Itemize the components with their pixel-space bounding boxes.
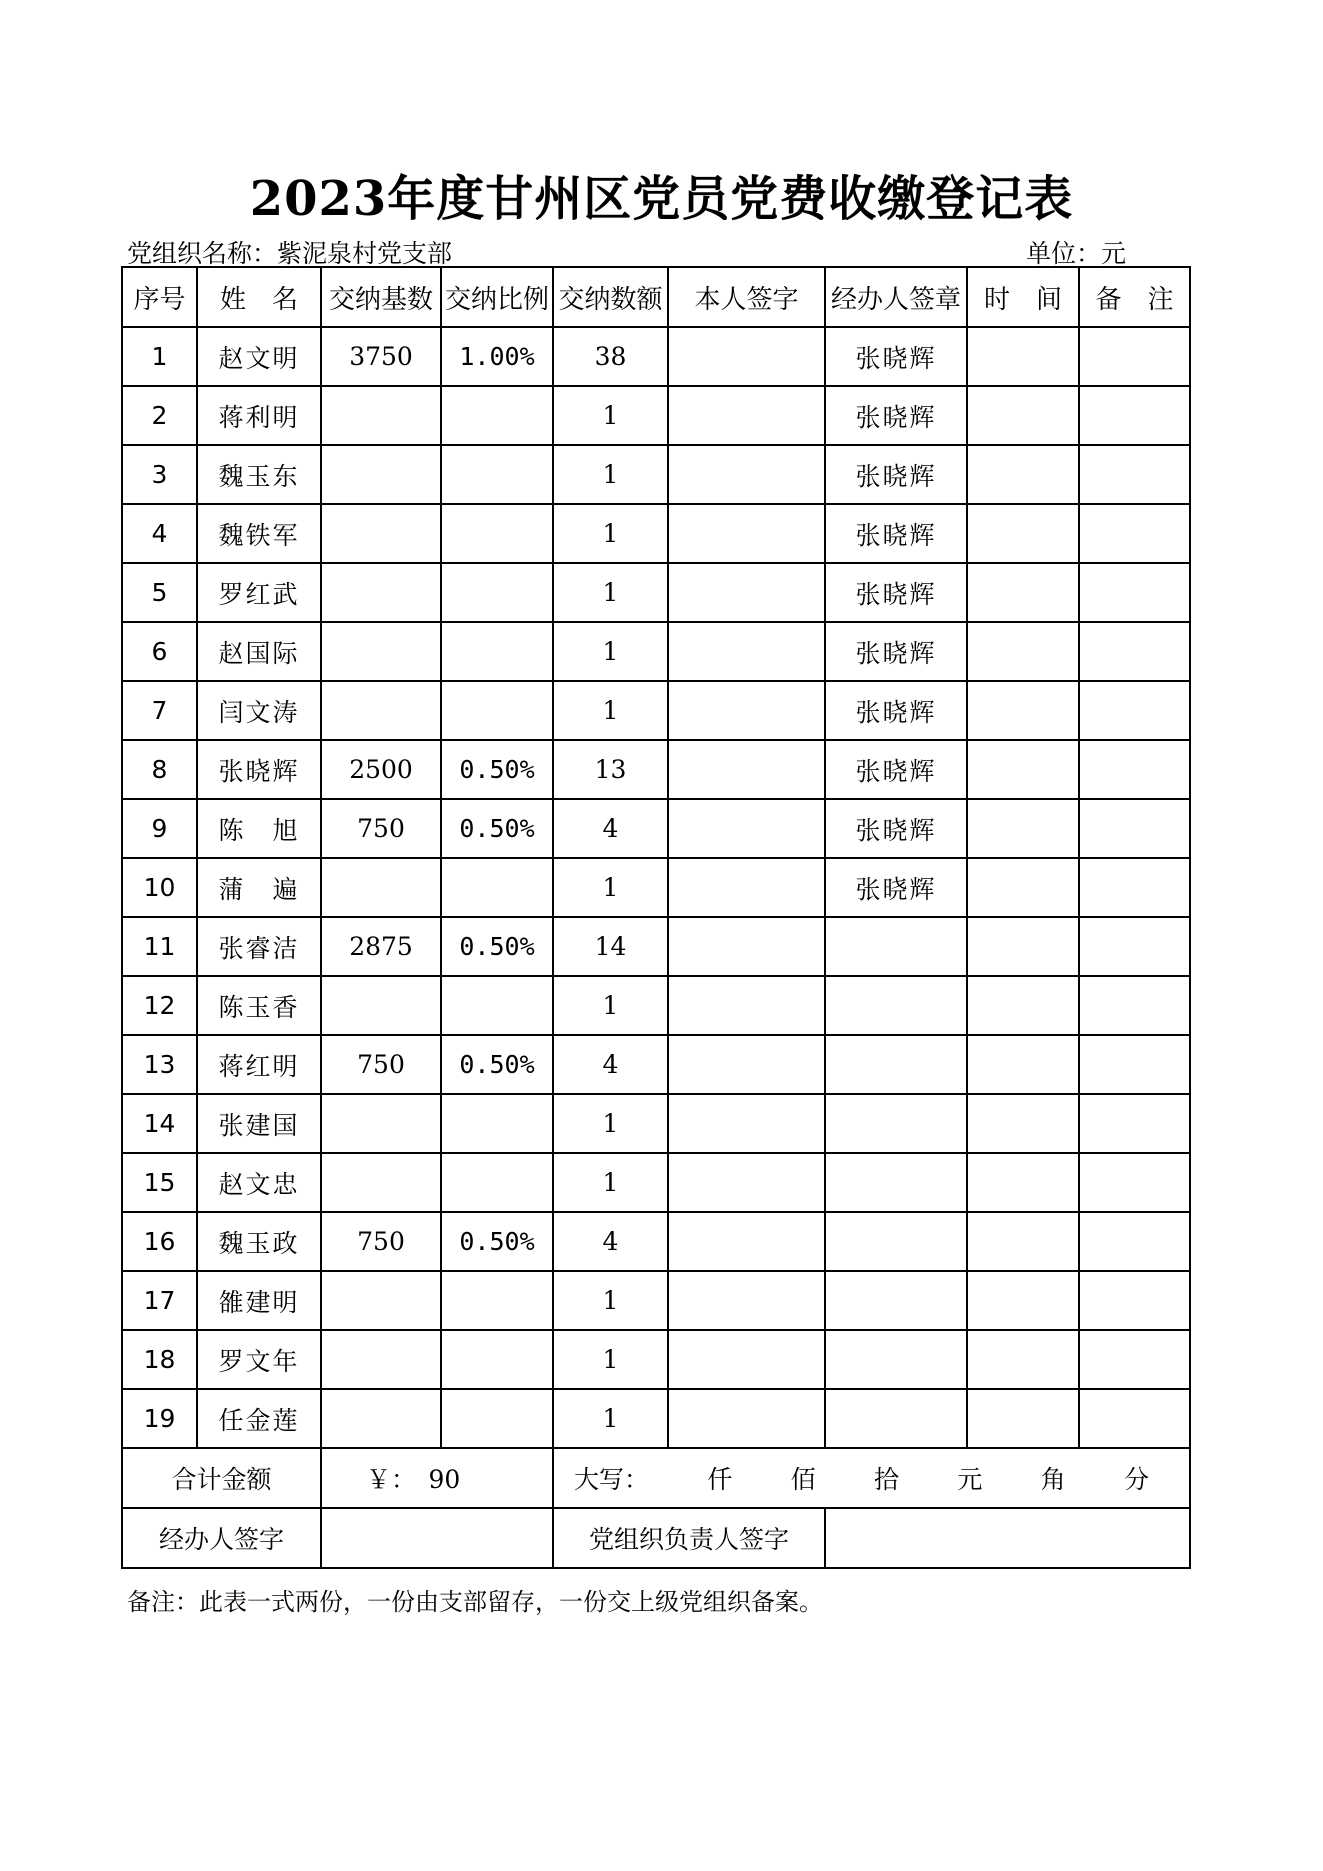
base-cell [321, 1389, 441, 1448]
amount-cell: 1 [553, 563, 668, 622]
footer-note: 备注：此表一式两份，一份由支部留存，一份交上级党组织备案。 [127, 1588, 823, 1616]
total-yen: ￥： 90 [321, 1448, 553, 1508]
handler-cell [825, 1389, 967, 1448]
seq-cell: 1 [122, 327, 197, 386]
ratio-cell [441, 1330, 553, 1389]
remark-cell[interactable] [1079, 327, 1190, 386]
table-row [122, 1271, 1190, 1330]
time-cell[interactable] [967, 681, 1079, 740]
leader-sign-field[interactable] [825, 1508, 1190, 1568]
handler-cell: 张晓辉 [825, 504, 967, 563]
seq-cell: 9 [122, 799, 197, 858]
amount-cell: 4 [553, 1212, 668, 1271]
ratio-cell [441, 1389, 553, 1448]
time-cell[interactable] [967, 1212, 1079, 1271]
table-row [122, 799, 1190, 858]
header-row [122, 267, 1190, 327]
base-cell: 2500 [321, 740, 441, 799]
self-sign-cell[interactable] [668, 858, 825, 917]
amount-cell: 1 [553, 445, 668, 504]
ratio-cell [441, 1094, 553, 1153]
handler-cell: 张晓辉 [825, 327, 967, 386]
header-name: 姓 名 [197, 267, 321, 327]
handler-sign-label: 经办人签字 [122, 1508, 321, 1568]
seq-cell: 3 [122, 445, 197, 504]
seq-cell: 10 [122, 858, 197, 917]
table-row [122, 1094, 1190, 1153]
header-self-sign: 本人签字 [668, 267, 825, 327]
handler-cell: 张晓辉 [825, 563, 967, 622]
ratio-cell [441, 445, 553, 504]
base-cell [321, 681, 441, 740]
base-cell [321, 1271, 441, 1330]
capital-unit: 分 [1123, 1465, 1149, 1494]
amount-cell: 4 [553, 799, 668, 858]
page-title: 2023年度甘州区党员党费收缴登记表 [249, 171, 1074, 227]
name-cell: 陈玉香 [197, 976, 321, 1035]
handler-cell [825, 1330, 967, 1389]
self-sign-cell[interactable] [668, 622, 825, 681]
base-cell [321, 858, 441, 917]
name-cell: 蒲 遍 [197, 858, 321, 917]
header-seq: 序号 [122, 267, 197, 327]
capital-label: 大写： [574, 1465, 650, 1494]
time-cell[interactable] [967, 1094, 1079, 1153]
table-row [122, 1330, 1190, 1389]
base-cell: 750 [321, 799, 441, 858]
name-cell: 罗红武 [197, 563, 321, 622]
self-sign-cell[interactable] [668, 445, 825, 504]
time-cell[interactable] [967, 976, 1079, 1035]
seq-cell: 7 [122, 681, 197, 740]
table-row [122, 1212, 1190, 1271]
amount-cell: 1 [553, 622, 668, 681]
capital-unit: 拾 [873, 1465, 899, 1494]
remark-cell[interactable] [1079, 1035, 1190, 1094]
ratio-cell [441, 622, 553, 681]
self-sign-cell[interactable] [668, 1330, 825, 1389]
seq-cell: 12 [122, 976, 197, 1035]
time-cell[interactable] [967, 1271, 1079, 1330]
table-row [122, 1153, 1190, 1212]
seq-cell: 4 [122, 504, 197, 563]
name-cell: 张睿洁 [197, 917, 321, 976]
seq-cell: 6 [122, 622, 197, 681]
amount-cell: 1 [553, 386, 668, 445]
name-cell: 张晓辉 [197, 740, 321, 799]
handler-cell: 张晓辉 [825, 740, 967, 799]
name-cell: 赵国际 [197, 622, 321, 681]
amount-cell: 1 [553, 504, 668, 563]
header-remark: 备 注 [1079, 267, 1190, 327]
self-sign-cell[interactable] [668, 504, 825, 563]
handler-cell [825, 1271, 967, 1330]
amount-cell: 1 [553, 858, 668, 917]
ratio-cell [441, 504, 553, 563]
name-cell: 赵文忠 [197, 1153, 321, 1212]
table-body [122, 327, 1190, 1448]
handler-cell [825, 1094, 967, 1153]
seq-cell: 19 [122, 1389, 197, 1448]
remark-cell[interactable] [1079, 858, 1190, 917]
self-sign-cell[interactable] [668, 386, 825, 445]
table-row [122, 563, 1190, 622]
capital-unit: 仟 [707, 1465, 733, 1494]
amount-cell: 1 [553, 1330, 668, 1389]
base-cell [321, 504, 441, 563]
ratio-cell: 0.50% [441, 740, 553, 799]
name-cell: 闫文涛 [197, 681, 321, 740]
ratio-cell [441, 1153, 553, 1212]
base-cell: 2875 [321, 917, 441, 976]
handler-cell [825, 1212, 967, 1271]
remark-cell[interactable] [1079, 681, 1190, 740]
header-amount: 交纳数额 [553, 267, 668, 327]
table-row [122, 917, 1190, 976]
remark-cell[interactable] [1079, 563, 1190, 622]
time-cell[interactable] [967, 1330, 1079, 1389]
self-sign-cell[interactable] [668, 681, 825, 740]
remark-cell[interactable] [1079, 1330, 1190, 1389]
name-cell: 任金莲 [197, 1389, 321, 1448]
ratio-cell [441, 563, 553, 622]
table-row [122, 504, 1190, 563]
table-row [122, 1035, 1190, 1094]
seq-cell: 11 [122, 917, 197, 976]
handler-cell: 张晓辉 [825, 858, 967, 917]
self-sign-cell[interactable] [668, 1212, 825, 1271]
base-cell [321, 622, 441, 681]
ratio-cell: 0.50% [441, 917, 553, 976]
base-cell: 750 [321, 1212, 441, 1271]
seq-cell: 2 [122, 386, 197, 445]
handler-cell: 张晓辉 [825, 622, 967, 681]
remark-cell[interactable] [1079, 740, 1190, 799]
base-cell [321, 1153, 441, 1212]
amount-cell: 1 [553, 1389, 668, 1448]
ratio-cell [441, 386, 553, 445]
header-base: 交纳基数 [321, 267, 441, 327]
self-sign-cell[interactable] [668, 1153, 825, 1212]
header-ratio: 交纳比例 [441, 267, 553, 327]
header-time: 时 间 [967, 267, 1079, 327]
name-cell: 张建国 [197, 1094, 321, 1153]
time-cell[interactable] [967, 622, 1079, 681]
table-row [122, 386, 1190, 445]
base-cell [321, 976, 441, 1035]
time-cell[interactable] [967, 917, 1079, 976]
self-sign-cell[interactable] [668, 917, 825, 976]
total-row [122, 1448, 1190, 1508]
self-sign-cell[interactable] [668, 327, 825, 386]
dues-register-table [121, 266, 1191, 1569]
table-row [122, 858, 1190, 917]
remark-cell[interactable] [1079, 445, 1190, 504]
time-cell[interactable] [967, 740, 1079, 799]
total-capital [553, 1448, 1190, 1508]
ratio-cell: 0.50% [441, 1035, 553, 1094]
time-cell[interactable] [967, 799, 1079, 858]
remark-cell[interactable] [1079, 799, 1190, 858]
header-handler-seal: 经办人签章 [825, 267, 967, 327]
signature-row [122, 1508, 1190, 1568]
name-cell: 陈 旭 [197, 799, 321, 858]
name-cell: 赵文明 [197, 327, 321, 386]
seq-cell: 18 [122, 1330, 197, 1389]
capital-unit: 佰 [790, 1465, 816, 1494]
handler-cell [825, 976, 967, 1035]
self-sign-cell[interactable] [668, 976, 825, 1035]
handler-cell: 张晓辉 [825, 386, 967, 445]
table-row [122, 445, 1190, 504]
self-sign-cell[interactable] [668, 740, 825, 799]
name-cell: 罗文年 [197, 1330, 321, 1389]
amount-cell: 38 [553, 327, 668, 386]
handler-cell: 张晓辉 [825, 799, 967, 858]
ratio-cell: 0.50% [441, 799, 553, 858]
handler-cell [825, 1153, 967, 1212]
unit-label: 单位：元 [1026, 239, 1127, 268]
org-name-label: 党组织名称：紫泥泉村党支部 [127, 239, 453, 268]
time-cell[interactable] [967, 445, 1079, 504]
ratio-cell [441, 976, 553, 1035]
table-row [122, 681, 1190, 740]
table-row [122, 327, 1190, 386]
amount-cell: 1 [553, 976, 668, 1035]
remark-cell[interactable] [1079, 1094, 1190, 1153]
base-cell [321, 445, 441, 504]
self-sign-cell[interactable] [668, 799, 825, 858]
table-row [122, 622, 1190, 681]
remark-cell[interactable] [1079, 1153, 1190, 1212]
remark-cell[interactable] [1079, 504, 1190, 563]
ratio-cell [441, 681, 553, 740]
remark-cell[interactable] [1079, 917, 1190, 976]
name-cell: 雒建明 [197, 1271, 321, 1330]
seq-cell: 16 [122, 1212, 197, 1271]
leader-sign-label: 党组织负责人签字 [553, 1508, 825, 1568]
base-cell [321, 1330, 441, 1389]
self-sign-cell[interactable] [668, 1035, 825, 1094]
handler-cell: 张晓辉 [825, 681, 967, 740]
self-sign-cell[interactable] [668, 1389, 825, 1448]
remark-cell[interactable] [1079, 1212, 1190, 1271]
time-cell[interactable] [967, 858, 1079, 917]
seq-cell: 17 [122, 1271, 197, 1330]
name-cell: 魏玉政 [197, 1212, 321, 1271]
name-cell: 蒋红明 [197, 1035, 321, 1094]
handler-cell [825, 917, 967, 976]
name-cell: 蒋利明 [197, 386, 321, 445]
base-cell [321, 386, 441, 445]
time-cell[interactable] [967, 1153, 1079, 1212]
ratio-cell [441, 858, 553, 917]
seq-cell: 13 [122, 1035, 197, 1094]
remark-cell[interactable] [1079, 1271, 1190, 1330]
time-cell[interactable] [967, 386, 1079, 445]
base-cell: 3750 [321, 327, 441, 386]
time-cell[interactable] [967, 1389, 1079, 1448]
amount-cell: 1 [553, 681, 668, 740]
self-sign-cell[interactable] [668, 563, 825, 622]
handler-sign-field[interactable] [321, 1508, 553, 1568]
remark-cell[interactable] [1079, 622, 1190, 681]
time-cell[interactable] [967, 563, 1079, 622]
table-row [122, 1389, 1190, 1448]
amount-cell: 1 [553, 1271, 668, 1330]
base-cell [321, 563, 441, 622]
capital-unit: 元 [957, 1465, 983, 1494]
remark-cell[interactable] [1079, 386, 1190, 445]
amount-cell: 1 [553, 1094, 668, 1153]
amount-cell: 1 [553, 1153, 668, 1212]
seq-cell: 14 [122, 1094, 197, 1153]
remark-cell[interactable] [1079, 976, 1190, 1035]
time-cell[interactable] [967, 327, 1079, 386]
seq-cell: 5 [122, 563, 197, 622]
table-row [122, 740, 1190, 799]
base-cell: 750 [321, 1035, 441, 1094]
amount-cell: 13 [553, 740, 668, 799]
seq-cell: 15 [122, 1153, 197, 1212]
amount-cell: 14 [553, 917, 668, 976]
ratio-cell [441, 1271, 553, 1330]
amount-cell: 4 [553, 1035, 668, 1094]
remark-cell[interactable] [1079, 1389, 1190, 1448]
base-cell [321, 1094, 441, 1153]
table-row [122, 976, 1190, 1035]
ratio-cell: 0.50% [441, 1212, 553, 1271]
self-sign-cell[interactable] [668, 1271, 825, 1330]
total-label: 合计金额 [122, 1448, 321, 1508]
self-sign-cell[interactable] [668, 1094, 825, 1153]
handler-cell [825, 1035, 967, 1094]
ratio-cell: 1.00% [441, 327, 553, 386]
name-cell: 魏玉东 [197, 445, 321, 504]
seq-cell: 8 [122, 740, 197, 799]
handler-cell: 张晓辉 [825, 445, 967, 504]
name-cell: 魏铁军 [197, 504, 321, 563]
time-cell[interactable] [967, 504, 1079, 563]
time-cell[interactable] [967, 1035, 1079, 1094]
capital-unit: 角 [1040, 1465, 1066, 1494]
